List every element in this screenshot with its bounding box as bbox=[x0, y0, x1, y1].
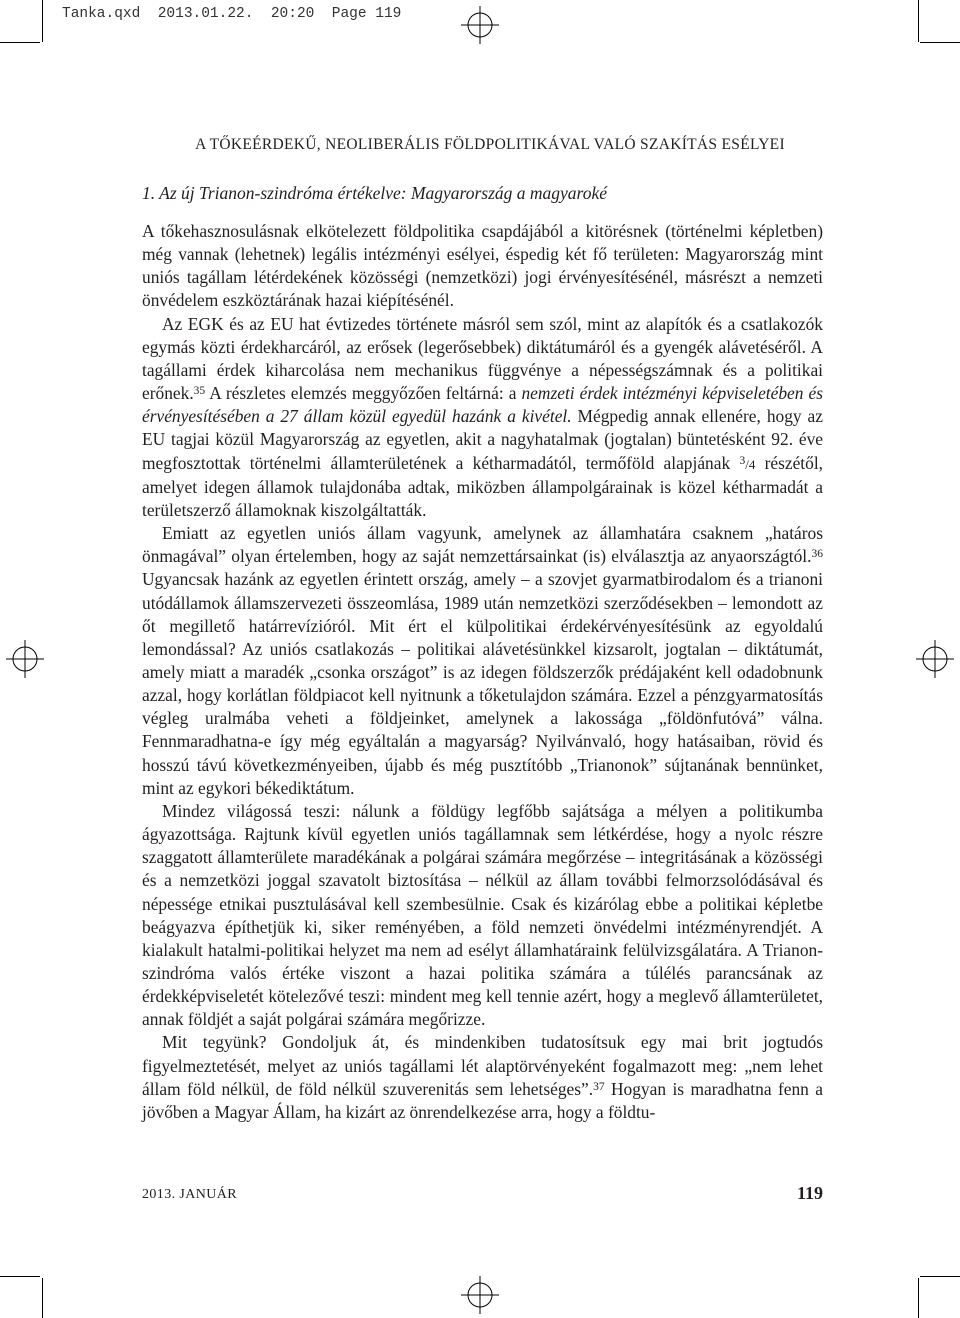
trim-mark-top-right-h bbox=[920, 42, 960, 43]
page-number: 119 bbox=[796, 1183, 823, 1203]
fraction-slash: / bbox=[745, 456, 749, 472]
paragraph-2-text-a: Az EGK és az EU hat évtizedes története másról sem szól, mint az alapítók és a csatlakozók egymás közti érdekharcáról, az erősek (legerősebbek) diktátumáról és a gyengék alávetéséről. A tagállami érdek kiharcolása nem mechanikus függvénye a népességszámnak és a politikai erőnek. bbox=[142, 313, 823, 404]
paragraph-4: Mindez világossá teszi: nálunk a földügy legfőbb sajátsága a mélyen a politikumba ágyazottsága. Rajtunk kívül egyetlen uniós tagállamnak sem létkérdése, hogy a nyolc részre szaggatott államterülete maradékának a polgárai számára megőrzése – integritásának a közösségi és a nemzetközi joggal szavatolt biztosítása – nélkül az állam további felmorzsolódásával és népessége etnikai pusztulásával kell szembesülnie. Csak és kizárólag ebbe a politikai képletbe beágyazva építhetjük ki, siker reményében, a föld nemzeti önvédelmi intézményrendjét. A kialakult hatalmi-politikai helyzet ma nem ad esélyt államhatáraink felülvizsgálatára. A Trianon-szindróma valós értéke viszont a hazai politika számára a túlélés parancsának az érdekképviseletét kötelezővé teszi: mindent meg kell tennie azért, hogy a meglevő államterületet, annak földjét a saját polgárai számára megőrizze. bbox=[142, 800, 823, 1030]
footer-date: 2013. JANUÁR bbox=[142, 1187, 238, 1202]
registration-mark-right bbox=[916, 640, 954, 678]
paragraph-2-italic: nemzeti érdek intézményi képviseletében és érvényesítésében a 27 állam közül egyedül hazánk a kivétel. bbox=[142, 383, 823, 427]
registration-mark-top bbox=[461, 6, 499, 44]
trim-mark-bottom-right-h bbox=[920, 1276, 960, 1277]
running-head: A TŐKEÉRDEKŰ, NEOLIBERÁLIS FÖLDPOLITIKÁVAL VALÓ SZAKÍTÁS ESÉLYEI bbox=[195, 136, 785, 153]
registration-mark-bottom bbox=[461, 1276, 499, 1314]
trim-mark-bottom-left-h bbox=[0, 1276, 40, 1277]
fraction-denominator: 4 bbox=[748, 456, 756, 472]
footnote-ref-35[interactable]: 35 bbox=[193, 385, 206, 398]
paragraph-5 bbox=[142, 1031, 823, 1124]
paragraph-5-text-b: Hogyan is maradhatna fenn a jövőben a Magyar Állam, ha kizárt az önrendelkezése arra, hogy a földtu- bbox=[142, 1078, 823, 1122]
paragraph-2-text-d: részétől, amelyet idegen államok tulajdonába adtak, miközben állampolgárainak is közel kétharmadát a területszerző államoknak kiszolgáltatták. bbox=[142, 452, 823, 520]
paragraph-3 bbox=[142, 522, 823, 800]
trim-mark-top-left-h bbox=[0, 42, 40, 43]
printer-slug: Tanka.qxd 2013.01.22. 20:20 Page 119 bbox=[62, 6, 402, 22]
body-text bbox=[142, 220, 823, 1124]
trim-mark-top-right-v bbox=[918, 0, 919, 42]
footnote-ref-36[interactable]: 36 bbox=[811, 548, 823, 561]
footnote-ref-37[interactable]: 37 bbox=[593, 1080, 605, 1093]
paragraph-3-text-b: Ugyancsak hazánk az egyetlen érintett ország, amely – a szovjet gyarmatbirodalom és a trianoni utódállamok államszervezeti összeomlása, 1989 után nemzetközi szerződésekben – lemondott az őt megillető határrevízióról. Mit ért el külpolitikai érdekérvényesítésünk az egyoldalú lemondással? Az uniós csatlakozás – politikai alávetésünkkel kizsarolt, jogtalan – diktátumát, amely miatt a maradék „csonka országot” is az idegen földszerzők prédájaként kell odadobnunk azzal, hogy korlátlan földpiacot kell nyitnunk a tőketulajdon számára. Ezzel a pénzgyarmatosítás végleg uralmába veheti a földjeinket, amelynek a lakossága „földönfutóvá” válna. Fennmaradhatna-e így még egyáltalán a magyarság? Nyilvánvaló, hogy hatásaiban, rövid és hosszú távú következményeiben, újabb és még pusztítóbb „Trianonok” sújtanának bennünket, mint az egykori békediktátum. bbox=[142, 569, 823, 798]
paragraph-1: A tőkehasznosulásnak elkötelezett földpolitika csapdájából a kitörésnek (történelmi képletben) még vannak (lehetnek) legális intézményi esélyei, éspedig két fő területen: Magyarország mint uniós tagállam létérdekének közösségi (nemzetközi) jogi érvényesítésénél, másrészt a nemzeti önvédelem eszköztárának hazai kiépítésénél. bbox=[142, 221, 823, 311]
registration-mark-left bbox=[6, 640, 44, 678]
trim-mark-bottom-left-v bbox=[42, 1278, 43, 1318]
fraction-numerator: 3 bbox=[739, 454, 746, 467]
paragraph-3-text-a: Emiatt az egyetlen uniós állam vagyunk, amelynek az államhatára csaknem „határos önmagával” olyan értelemben, hogy az saját nemzettársainkat (is) elválasztja az anyaországtól. bbox=[142, 523, 823, 567]
paragraph-2 bbox=[142, 313, 823, 522]
trim-mark-top-left-v bbox=[42, 0, 43, 42]
trim-mark-bottom-right-v bbox=[918, 1278, 919, 1318]
paragraph-5-text-a: Mit tegyünk? Gondoljuk át, és mindenkiben tudatosítsuk egy mai brit jogtudós figyelmeztetését, melyet az uniós tagállami lét alaptörvényeként fogalmazott meg: „nem lehet állam föld nélkül, de föld nélkül szuverenitás sem lehetséges”. bbox=[142, 1032, 823, 1099]
paragraph-2-text-b: A részletes elemzés meggyőzően feltárná: a bbox=[205, 383, 522, 404]
section-title: 1. Az új Trianon-szindróma értékelve: Magyarország a magyaroké bbox=[142, 183, 607, 203]
paragraph-2-text-c: Mégpedig annak ellenére, hogy az EU tagjai közül Magyarország az egyetlen, akit a nagyhatalmak (jogtalan) büntetésként 92. éve megfosztottak történelmi államterületének a kétharmadától, termőföld alapjának bbox=[142, 406, 823, 473]
